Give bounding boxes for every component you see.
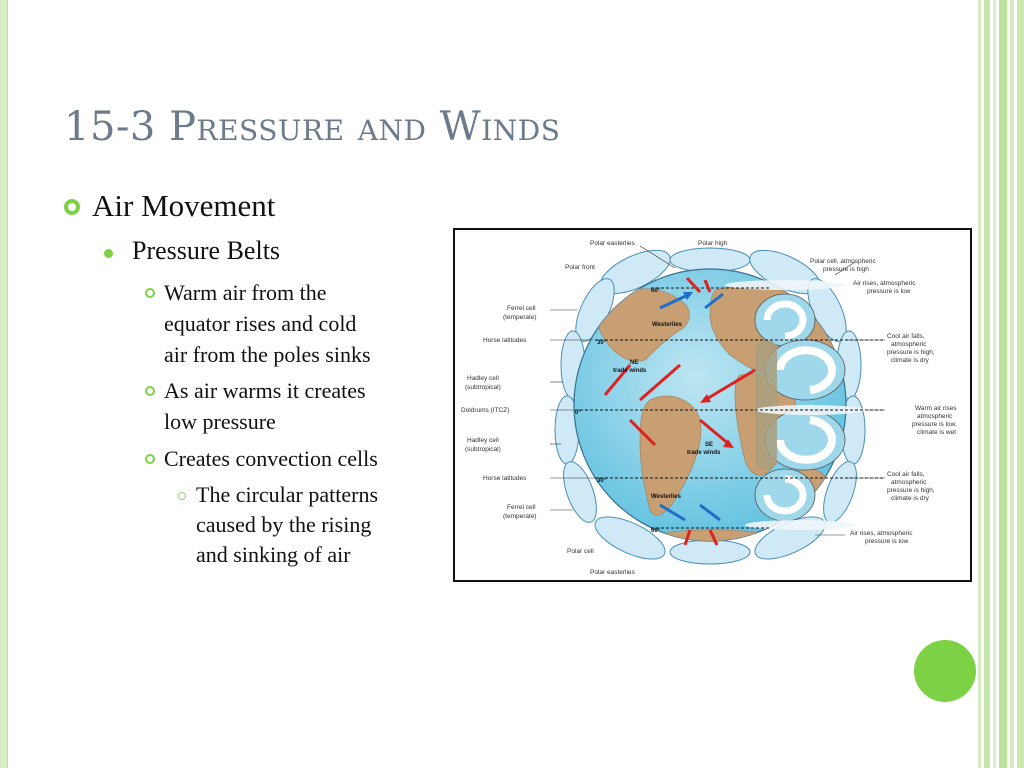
left-border xyxy=(0,0,8,768)
diagram-label: climate is wet xyxy=(917,429,957,436)
bullet-dot-icon xyxy=(104,249,113,258)
latitude-label: 60° xyxy=(651,528,661,534)
text-line: and sinking of air xyxy=(196,542,351,567)
text-line: low pressure xyxy=(164,409,276,434)
latitude-label: 60° xyxy=(651,288,661,294)
text-line: The circular patterns xyxy=(196,482,379,507)
diagram-label: Horse latitudes xyxy=(483,475,527,482)
diagram-label: Polar cell xyxy=(567,548,594,555)
wind-label: Westerlies xyxy=(652,322,682,328)
diagram-label: (subtropical) xyxy=(465,446,501,453)
diagram-label: (temperate) xyxy=(503,513,537,520)
diagram-label: (subtropical) xyxy=(465,384,501,391)
bullet-pressure-belts: Pressure Belts xyxy=(132,236,281,265)
wind-label: Westerlies xyxy=(651,494,681,500)
diagram-label: pressure is low, xyxy=(912,421,957,428)
diagram-label: pressure is low xyxy=(865,538,909,545)
wind-label: trade winds xyxy=(613,368,647,374)
diagram-label: atmospheric xyxy=(891,341,927,348)
latitude-label: 30° xyxy=(597,478,607,484)
diagram-label: Ferrel cell xyxy=(507,305,536,312)
diagram-label: Cool air falls, xyxy=(887,471,925,478)
bullet-small-ring-icon xyxy=(145,288,155,298)
slide-title: 15-3 Pressure and Winds xyxy=(64,104,561,150)
diagram-label: Polar easterlies xyxy=(590,240,635,247)
diagram-label: Polar front xyxy=(565,264,595,271)
diagram-label: pressure is high xyxy=(823,266,869,273)
bullet-circular-patterns xyxy=(196,480,378,570)
diagram-label: atmospheric xyxy=(891,479,927,486)
right-stripe-3 xyxy=(993,0,996,768)
diagram-label: Polar high xyxy=(698,240,728,247)
diagram-label: Polar easterlies xyxy=(590,569,635,576)
text-line: Warm air from the xyxy=(164,280,327,305)
diagram-label: Air rises, atmospheric xyxy=(850,530,913,537)
diagram-label: (temperate) xyxy=(503,314,537,321)
text-line: Creates convection cells xyxy=(164,446,378,471)
bullet-small-ring-icon xyxy=(145,386,155,396)
bullet-warm-air xyxy=(164,277,371,370)
diagram-label: Horse latitudes xyxy=(483,337,527,344)
diagram-label: Polar cell, atmospheric xyxy=(810,258,876,265)
decorative-green-circle xyxy=(914,640,976,702)
diagram-label: Warm air rises xyxy=(915,405,957,412)
diagram-label: climate is dry xyxy=(891,357,929,364)
right-stripe-2 xyxy=(984,0,990,768)
right-stripe-1 xyxy=(978,0,981,768)
text-line: As air warms it creates xyxy=(164,378,366,403)
diagram-label: Hadley cell xyxy=(467,375,499,382)
top-labels xyxy=(590,240,728,247)
right-stripe-6 xyxy=(1017,0,1024,768)
pressure-belts-diagram xyxy=(453,228,972,582)
latitude-label: 30° xyxy=(597,340,607,346)
diagram-label: climate is dry xyxy=(891,495,929,502)
bullet-ring-icon xyxy=(64,199,80,215)
diagram-label: pressure is high, xyxy=(887,349,935,356)
diagram-label: Ferrel cell xyxy=(507,504,536,511)
bullet-tiny-ring-icon xyxy=(178,492,186,500)
diagram-label: pressure is high, xyxy=(887,487,935,494)
diagram-label: Cool air falls, xyxy=(887,333,925,340)
wind-label: NE xyxy=(630,360,639,366)
bullet-air-movement: Air Movement xyxy=(92,188,276,223)
bullet-air-warms xyxy=(164,375,366,437)
right-stripe-5 xyxy=(1010,0,1014,768)
diagram-label: pressure is low xyxy=(867,288,911,295)
diagram-label: Air rises, atmospheric xyxy=(853,280,916,287)
diagram-label: Doldrums (ITCZ) xyxy=(461,407,510,414)
text-line: equator rises and cold xyxy=(164,311,357,336)
bullet-convection-cells xyxy=(164,443,378,474)
diagram-label: Hadley cell xyxy=(467,437,499,444)
text-line: caused by the rising xyxy=(196,512,372,537)
latitude-label: 0° xyxy=(575,410,581,416)
text-line: air from the poles sinks xyxy=(164,342,371,367)
bullet-small-ring-icon xyxy=(145,454,155,464)
globe-diagram-svg xyxy=(455,230,970,580)
right-stripe-4 xyxy=(999,0,1007,768)
diagram-label: atmospheric xyxy=(917,413,953,420)
wind-label: SE xyxy=(705,442,714,448)
wind-label: trade winds xyxy=(687,450,721,456)
